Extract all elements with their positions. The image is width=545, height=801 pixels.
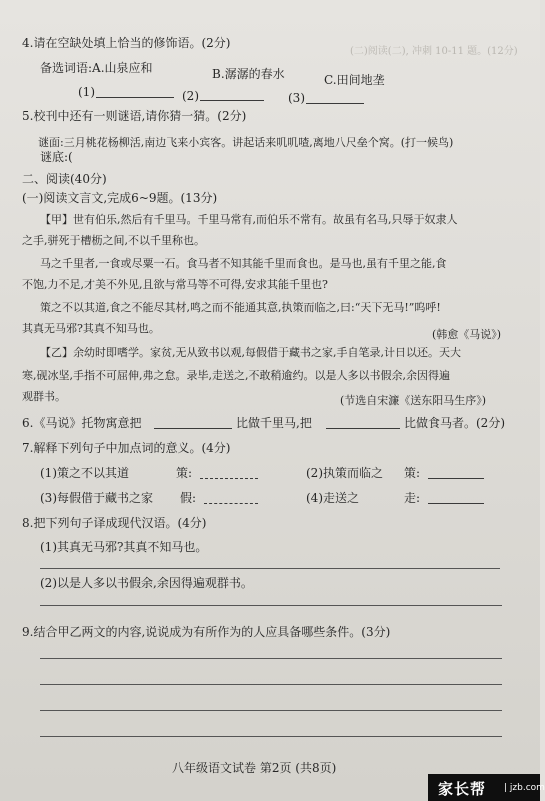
q8-sentence1: (1)其真无马邪?其真不知马也。: [40, 540, 208, 554]
q5-riddle: 谜面:三月桃花杨柳活,南边飞来小宾客。讲起话来叽叽喳,离地八尺垒个窝。(打一候鸟): [38, 136, 454, 149]
passage-jia-line: 之手,骈死于槽枥之间,不以千里称也。: [22, 234, 205, 247]
passage-jia-line: 不饱,力不足,才美不外见,且欲与常马等不可得,安求其能千里也?: [22, 278, 328, 291]
q7-item1: (1)策之不以其道: [40, 466, 129, 480]
q7-item2: (2)执策而临之: [306, 466, 383, 480]
q7-item3-word: 假:: [180, 491, 197, 505]
passage-yi-source: (节选自宋濂《送东阳马生序》): [340, 394, 487, 407]
q6-blank2[interactable]: [326, 428, 400, 429]
q4-blank3-label: (3): [288, 91, 305, 105]
passage-jia-line: 其真无马邪?其真不知马也。: [22, 322, 160, 335]
passage-yi-line: 【乙】余幼时即嗜学。家贫,无从致书以观,每假借于藏书之家,手自笔录,计日以还。天大: [40, 346, 461, 359]
passage-yi-line: 寒,砚冰坚,手指不可屈伸,弗之怠。录毕,走送之,不敢稍逾约。以是人多以书假余,余因得遍: [22, 369, 450, 382]
q6-part3: 比做食马者。(2分): [404, 416, 505, 430]
q7-answer4[interactable]: [428, 503, 484, 504]
q7-answer1[interactable]: [200, 478, 258, 479]
q7-item2-word: 策:: [404, 466, 421, 480]
watermark-main-text: 家长帮: [438, 780, 487, 798]
q7-answer3[interactable]: [204, 503, 258, 504]
q4-options: 备选词语:A.山泉应和: [40, 61, 153, 75]
q6-part1: 6.《马说》托物寓意把: [22, 416, 142, 430]
part1-title: (一)阅读文言文,完成6~9题。(13分): [22, 191, 218, 205]
watermark-url: | jzb.com: [504, 783, 545, 793]
bleed-through-text: (二)阅读(二), 冲刺 10-11 题。(12分): [350, 46, 518, 57]
passage-jia-line: 【甲】世有伯乐,然后有千里马。千里马常有,而伯乐不常有。故虽有名马,只辱于奴隶人: [40, 213, 458, 226]
q4-blank2-label: (2): [182, 89, 199, 103]
passage-jia-source: (韩愈《马说》): [432, 328, 502, 341]
page-footer: 八年级语文试卷 第2页 (共8页): [172, 761, 337, 775]
section-title: 二、阅读(40分): [22, 172, 107, 186]
q4-blank1-label: (1): [78, 85, 95, 99]
q8-answer-line1[interactable]: [40, 568, 500, 569]
q8-title: 8.把下列句子译成现代汉语。(4分): [22, 516, 207, 530]
q9-answer-line[interactable]: [40, 710, 502, 711]
q9-answer-line[interactable]: [40, 658, 502, 659]
q7-item3: (3)每假借于藏书之家: [40, 491, 153, 505]
q7-item4-word: 走:: [404, 491, 421, 505]
q7-item4: (4)走送之: [306, 491, 359, 505]
q4-blank3-line[interactable]: [306, 103, 364, 104]
q9-answer-line[interactable]: [40, 736, 502, 737]
q7-answer2[interactable]: [428, 478, 484, 479]
q4-option-b: B.潺潺的春水: [212, 67, 285, 81]
q5-answer-label: 谜底:(: [40, 150, 73, 164]
passage-yi-line: 观群书。: [22, 390, 66, 403]
q8-answer-line2[interactable]: [40, 605, 502, 606]
q7-title: 7.解释下列句子中加点词的意义。(4分): [22, 441, 231, 455]
q4-blank1-line[interactable]: [96, 97, 174, 98]
q8-sentence2: (2)以是人多以书假余,余因得遍观群书。: [40, 576, 253, 590]
q9-title: 9.结合甲乙两文的内容,说说成为有所作为的人应具备哪些条件。(3分): [22, 625, 391, 639]
q4-blank2-line[interactable]: [200, 100, 264, 101]
q4-option-c: C.田间地垄: [324, 73, 385, 87]
watermark-logo: [428, 774, 545, 801]
passage-jia-line: 马之千里者,一食或尽粟一石。食马者不知其能千里而食也。是马也,虽有千里之能,食: [40, 257, 447, 270]
q6-part2: 比做千里马,把: [236, 416, 312, 430]
q9-answer-line[interactable]: [40, 684, 502, 685]
passage-jia-line: 策之不以其道,食之不能尽其材,鸣之而不能通其意,执策而临之,曰:“天下无马!”呜呼!: [40, 301, 441, 314]
q6-blank1[interactable]: [154, 428, 232, 429]
q4-title: 4.请在空缺处填上恰当的修饰语。(2分): [22, 36, 231, 50]
q7-item1-word: 策:: [176, 466, 193, 480]
q5-title: 5.校刊中还有一则谜语,请你猜一猜。(2分): [22, 109, 247, 123]
